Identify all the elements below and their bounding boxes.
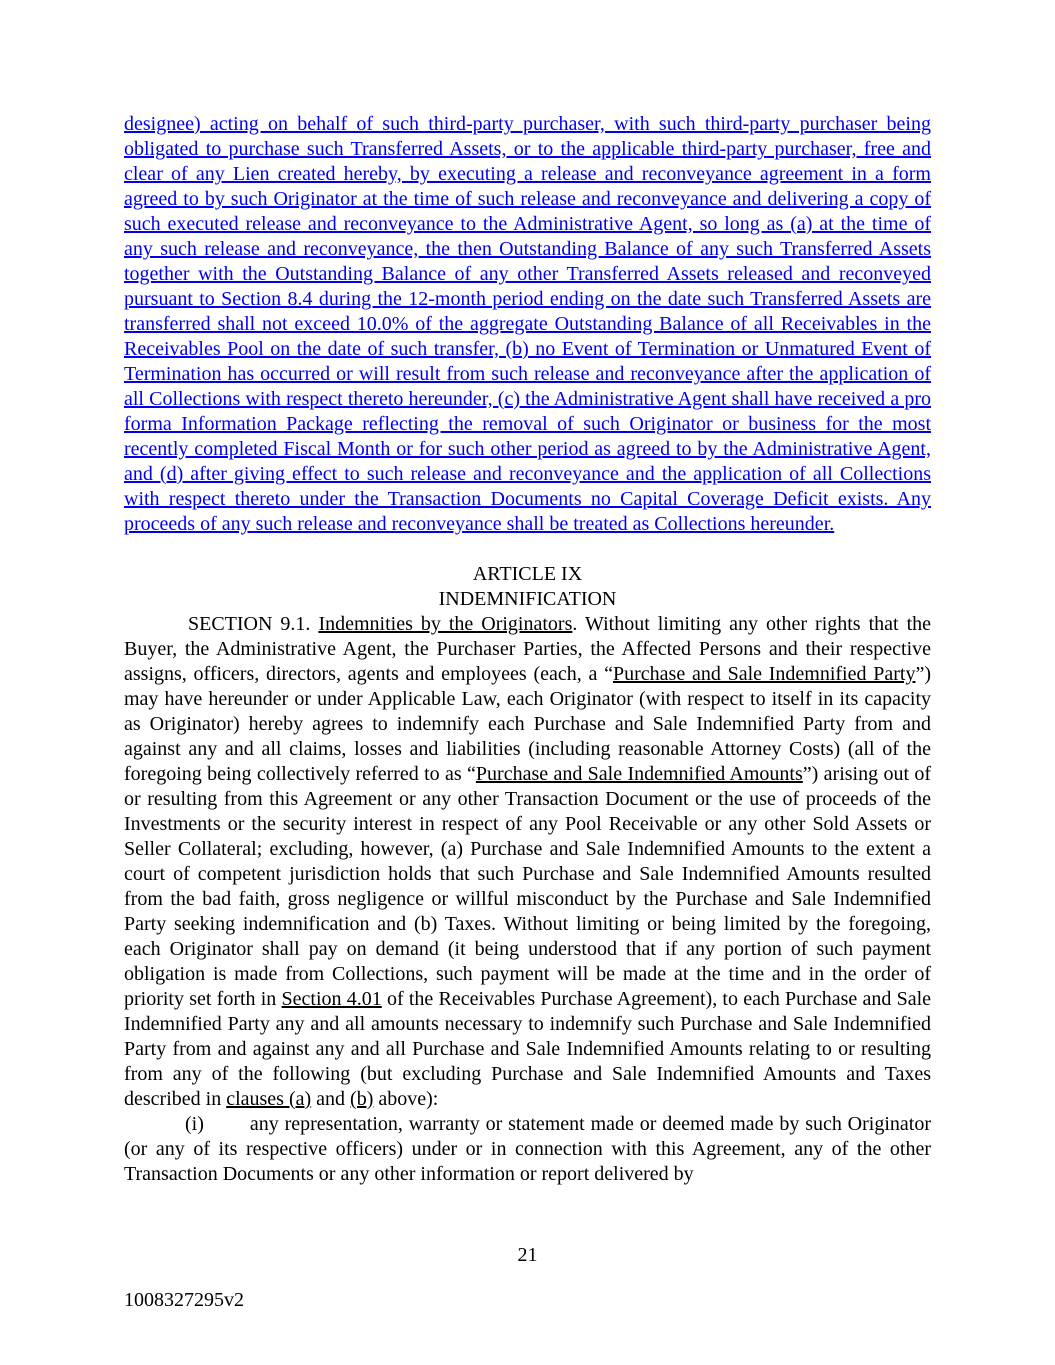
underlined-text-segment: (b): [350, 1088, 374, 1110]
underlined-text-segment: Section 4.01: [281, 988, 382, 1010]
text-segment: SECTION 9.1.: [188, 613, 319, 635]
underlined-text-segment: Purchase and Sale Indemnified Amounts: [475, 763, 803, 785]
text-segment: ”) arising out of or resulting from this Agreement or any other Transaction Document or the use of proceeds of the Investments or the security interest in respect of any Pool Receivable or any other Sold Assets or Seller Collateral; excluding, however, (a) Purchase and Sale Indemnified Amounts to the extent a court of competent jurisdiction holds that such Purchase and Sale Indemnified Amounts resulted from the bad faith, gross negligence or willful misconduct by the Purchase and Sale Indemnified Party seeking indemnification and (b) Taxes. Without limiting or being limited by the foregoing, each Originator shall pay on demand (it being understood that if any portion of such payment obligation is made from Collections, such payment will be made at the time and in the order of priority set forth in: [124, 763, 931, 1010]
underlined-text-segment: Indemnities by the Originators: [318, 613, 573, 635]
text-segment: above):: [373, 1088, 439, 1110]
page-number: 21: [517, 1244, 538, 1266]
clause-i-text: any representation, warranty or statement made or deemed made by such Originator (or any of its respective officers) under or in connection with this Agreement, any of the other Transaction Documents or any other information or report delivered by: [124, 1113, 931, 1185]
text-segment: . Without limiting any other rights that the Buyer, the Administrative Agent, the Purchaser Parties, the Affected Persons and their respective assigns, officers, directors, agents and employees (each, a “: [124, 613, 931, 685]
text-segment: of the Receivables Purchase Agreement), to each Purchase and Sale Indemnified Party any and all amounts necessary to indemnify such Purchase and Sale Indemnified Party from and against any and all Purchase and Sale Indemnified Amounts relating to or resulting from any of the following (but excluding Purchase and Sale Indemnified Amounts and Taxes described in: [124, 988, 932, 1110]
article-heading-block: [124, 562, 931, 612]
text-segment: ”) may have hereunder or under Applicable Law, each Originator (with respect to itself in its capacity as Originator) hereby agrees to indemnify each Purchase and Sale Indemnified Party from and against any and all claims, losses and liabilities (including reasonable Attorney Costs) (all of the foregoing being collectively referred to as “: [124, 663, 932, 785]
section-9-1-paragraph: [124, 612, 931, 1112]
article-subheading: INDEMNIFICATION: [438, 588, 617, 610]
article-heading: ARTICLE IX: [472, 563, 583, 585]
text-segment: and: [311, 1088, 351, 1110]
underlined-text-segment: clauses (a): [226, 1088, 312, 1110]
document-id: 1008327295v2: [124, 1289, 244, 1311]
clause-i-label: (i): [185, 1113, 204, 1135]
underlined-text-segment: Purchase and Sale Indemnified Party: [613, 663, 916, 685]
clause-i-paragraph: [124, 1112, 931, 1187]
opening-paragraph: designee) acting on behalf of such third-party purchaser, with such third-party purchaser being obligated to purchase such Transferred Assets, or to the applicable third-party purchaser, free and clear of any Lien created hereby, by executing a release and reconveyance agreement in a form agreed to by such Originator at the time of such release and reconveyance and delivering a copy of such executed release and reconveyance to the Administrative Agent, so long as (a) at the time of any such release and reconveyance, the then Outstanding Balance of any such Transferred Assets together with the Outstanding Balance of any other Transferred Assets released and reconveyed pursuant to Section 8.4 during the 12-month period ending on the date such Transferred Assets are transferred shall not exceed 10.0% of the aggregate Outstanding Balance of all Receivables in the Receivables Pool on the date of such transfer, (b) no Event of Termination or Unmatured Event of Termination has occurred or will result from such release and reconveyance after the application of all Collections with respect thereto hereunder, (c) the Administrative Agent shall have received a pro forma Information Package reflecting the removal of such Originator or business for the most recently completed Fiscal Month or for such other period as agreed to by the Administrative Agent, and (d) after giving effect to such release and reconveyance and the application of all Collections with respect thereto under the Transaction Documents no Capital Coverage Deficit exists. Any proceeds of any such release and reconveyance shall be treated as Collections hereunder.: [124, 113, 931, 535]
